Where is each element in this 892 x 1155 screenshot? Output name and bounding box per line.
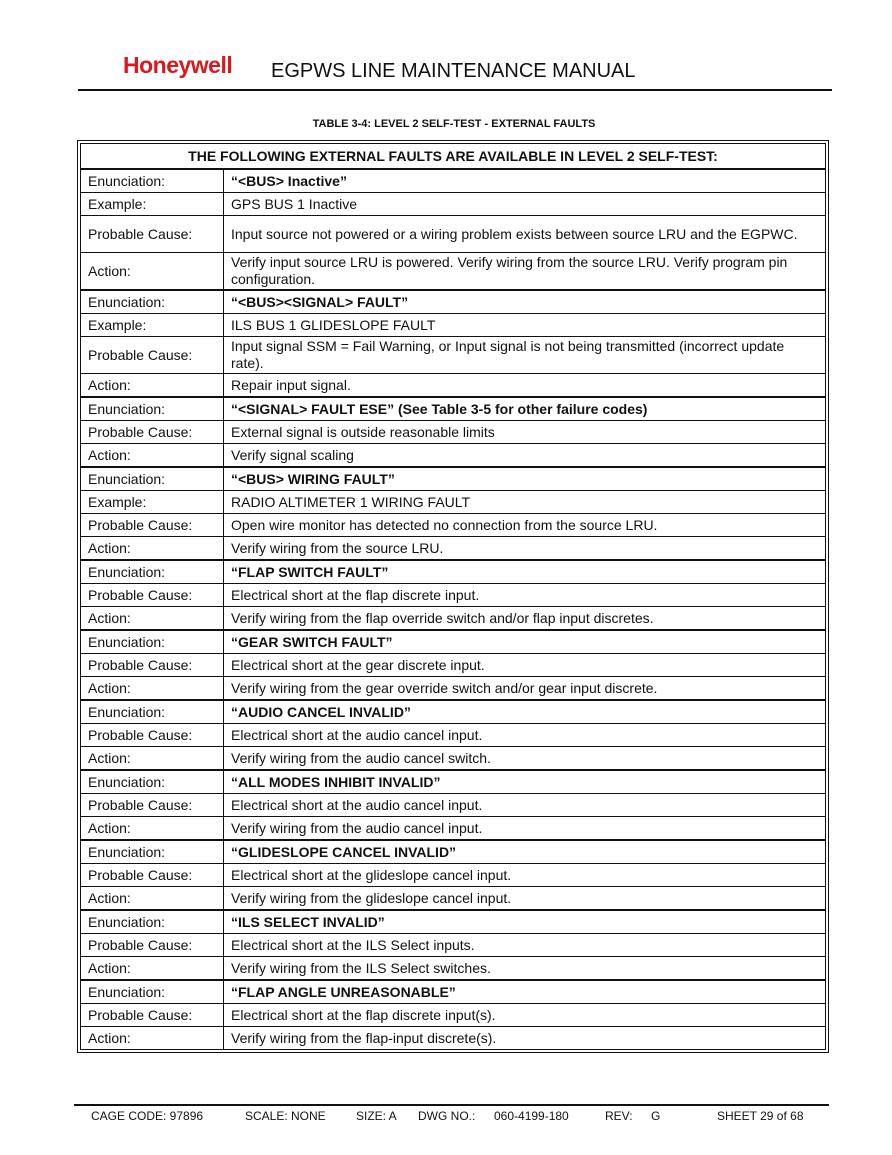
- row-label: Action:: [81, 537, 224, 561]
- row-value: “ILS SELECT INVALID”: [224, 910, 826, 934]
- fault-row-example: [81, 193, 826, 216]
- row-value: Repair input signal.: [224, 374, 826, 398]
- row-label: Enunciation:: [81, 700, 224, 724]
- row-value: Verify wiring from the gear override switch and/or gear input discrete.: [224, 677, 826, 701]
- row-value: Electrical short at the audio cancel input.: [224, 724, 826, 747]
- footer-cage-code: CAGE CODE: 97896: [91, 1109, 204, 1123]
- external-faults-table: [77, 140, 829, 1053]
- table-heading-row: [81, 144, 826, 170]
- row-value: Verify wiring from the ILS Select switches.: [224, 957, 826, 981]
- row-value: GPS BUS 1 Inactive: [224, 193, 826, 216]
- row-label: Action:: [81, 747, 224, 771]
- footer-size: SIZE: A: [356, 1109, 397, 1123]
- row-label: Probable Cause:: [81, 584, 224, 607]
- fault-row-enunciation: [81, 290, 826, 314]
- row-value: Electrical short at the flap discrete input.: [224, 584, 826, 607]
- fault-row-action: [81, 253, 826, 291]
- fault-row-enunciation: [81, 169, 826, 193]
- document-title: EGPWS LINE MAINTENANCE MANUAL: [271, 60, 636, 82]
- row-label: Enunciation:: [81, 397, 224, 421]
- row-label: Example:: [81, 193, 224, 216]
- row-label: Action:: [81, 374, 224, 398]
- fault-row-enunciation: [81, 700, 826, 724]
- row-value: Verify wiring from the source LRU.: [224, 537, 826, 561]
- row-label: Probable Cause:: [81, 1004, 224, 1027]
- row-label: Probable Cause:: [81, 864, 224, 887]
- footer-dwg-label: DWG NO.:: [418, 1109, 476, 1123]
- row-label: Action:: [81, 957, 224, 981]
- row-label: Probable Cause:: [81, 934, 224, 957]
- row-label: Probable Cause:: [81, 514, 224, 537]
- row-label: Enunciation:: [81, 910, 224, 934]
- row-value: “<SIGNAL> FAULT ESE” (See Table 3-5 for other failure codes): [224, 397, 826, 421]
- row-label: Action:: [81, 817, 224, 841]
- row-value: “AUDIO CANCEL INVALID”: [224, 700, 826, 724]
- row-label: Probable Cause:: [81, 724, 224, 747]
- fault-row-action: [81, 444, 826, 468]
- fault-row-action: [81, 1027, 826, 1050]
- fault-row-probable-cause: [81, 934, 826, 957]
- fault-row-probable-cause: [81, 216, 826, 253]
- fault-row-probable-cause: [81, 584, 826, 607]
- fault-row-action: [81, 957, 826, 981]
- row-label: Action:: [81, 677, 224, 701]
- row-label: Probable Cause:: [81, 216, 224, 253]
- row-value: Electrical short at the glideslope cancel input.: [224, 864, 826, 887]
- row-label: Action:: [81, 1027, 224, 1050]
- row-value: Verify wiring from the flap override switch and/or flap input discretes.: [224, 607, 826, 631]
- header-rule: [78, 89, 832, 91]
- fault-row-action: [81, 747, 826, 771]
- row-value: “<BUS><SIGNAL> FAULT”: [224, 290, 826, 314]
- row-label: Probable Cause:: [81, 794, 224, 817]
- fault-row-probable-cause: [81, 794, 826, 817]
- row-value: “<BUS> WIRING FAULT”: [224, 467, 826, 491]
- row-value: Input signal SSM = Fail Warning, or Input signal is not being transmitted (incorrect update rate).: [224, 337, 826, 374]
- row-label: Enunciation:: [81, 290, 224, 314]
- fault-row-enunciation: [81, 630, 826, 654]
- footer-rev-label: REV:: [605, 1109, 633, 1123]
- row-label: Enunciation:: [81, 630, 224, 654]
- row-value: “ALL MODES INHIBIT INVALID”: [224, 770, 826, 794]
- row-value: Verify input source LRU is powered. Verify wiring from the source LRU. Verify program pin configuration.: [224, 253, 826, 291]
- fault-row-enunciation: [81, 467, 826, 491]
- fault-row-action: [81, 374, 826, 398]
- table-heading: THE FOLLOWING EXTERNAL FAULTS ARE AVAILABLE IN LEVEL 2 SELF-TEST:: [81, 144, 826, 170]
- row-value: RADIO ALTIMETER 1 WIRING FAULT: [224, 491, 826, 514]
- row-label: Example:: [81, 491, 224, 514]
- fault-row-action: [81, 537, 826, 561]
- row-label: Action:: [81, 607, 224, 631]
- fault-row-probable-cause: [81, 864, 826, 887]
- fault-row-action: [81, 887, 826, 911]
- fault-row-probable-cause: [81, 337, 826, 374]
- row-value: Open wire monitor has detected no connection from the source LRU.: [224, 514, 826, 537]
- row-label: Enunciation:: [81, 770, 224, 794]
- row-label: Probable Cause:: [81, 337, 224, 374]
- row-value: Electrical short at the audio cancel input.: [224, 794, 826, 817]
- fault-row-action: [81, 677, 826, 701]
- row-value: Electrical short at the flap discrete input(s).: [224, 1004, 826, 1027]
- row-value: Electrical short at the ILS Select inputs.: [224, 934, 826, 957]
- fault-row-example: [81, 491, 826, 514]
- row-value: Verify wiring from the audio cancel switch.: [224, 747, 826, 771]
- row-value: Input source not powered or a wiring problem exists between source LRU and the EGPWC.: [224, 216, 826, 253]
- row-label: Action:: [81, 253, 224, 291]
- row-label: Action:: [81, 444, 224, 468]
- row-value: Verify wiring from the glideslope cancel input.: [224, 887, 826, 911]
- row-value: Verify wiring from the audio cancel input.: [224, 817, 826, 841]
- row-label: Enunciation:: [81, 840, 224, 864]
- fault-row-enunciation: [81, 840, 826, 864]
- fault-row-probable-cause: [81, 654, 826, 677]
- row-value: Verify wiring from the flap-input discrete(s).: [224, 1027, 826, 1050]
- row-label: Probable Cause:: [81, 654, 224, 677]
- row-value: “<BUS> Inactive”: [224, 169, 826, 193]
- footer-rule: [74, 1104, 829, 1106]
- row-value: Electrical short at the gear discrete input.: [224, 654, 826, 677]
- row-label: Enunciation:: [81, 169, 224, 193]
- row-value: Verify signal scaling: [224, 444, 826, 468]
- honeywell-logo: Honeywell: [123, 52, 233, 78]
- fault-row-probable-cause: [81, 724, 826, 747]
- row-label: Enunciation:: [81, 467, 224, 491]
- fault-row-probable-cause: [81, 514, 826, 537]
- fault-row-enunciation: [81, 980, 826, 1004]
- row-label: Probable Cause:: [81, 421, 224, 444]
- row-value: ILS BUS 1 GLIDESLOPE FAULT: [224, 314, 826, 337]
- footer-rev: G: [651, 1109, 661, 1123]
- row-label: Enunciation:: [81, 560, 224, 584]
- row-value: “GEAR SWITCH FAULT”: [224, 630, 826, 654]
- row-label: Example:: [81, 314, 224, 337]
- fault-row-probable-cause: [81, 421, 826, 444]
- row-value: “FLAP ANGLE UNREASONABLE”: [224, 980, 826, 1004]
- fault-row-enunciation: [81, 910, 826, 934]
- fault-row-enunciation: [81, 397, 826, 421]
- fault-row-enunciation: [81, 770, 826, 794]
- fault-row-action: [81, 817, 826, 841]
- row-value: External signal is outside reasonable limits: [224, 421, 826, 444]
- footer-scale: SCALE: NONE: [245, 1109, 326, 1123]
- table-caption: TABLE 3-4: LEVEL 2 SELF-TEST - EXTERNAL FAULTS: [312, 118, 596, 130]
- footer-sheet: SHEET 29 of 68: [717, 1109, 804, 1123]
- row-value: “FLAP SWITCH FAULT”: [224, 560, 826, 584]
- footer-dwg-number: 060-4199-180: [494, 1109, 569, 1123]
- fault-row-probable-cause: [81, 1004, 826, 1027]
- fault-row-example: [81, 314, 826, 337]
- row-label: Enunciation:: [81, 980, 224, 1004]
- fault-row-enunciation: [81, 560, 826, 584]
- row-value: “GLIDESLOPE CANCEL INVALID”: [224, 840, 826, 864]
- fault-row-action: [81, 607, 826, 631]
- row-label: Action:: [81, 887, 224, 911]
